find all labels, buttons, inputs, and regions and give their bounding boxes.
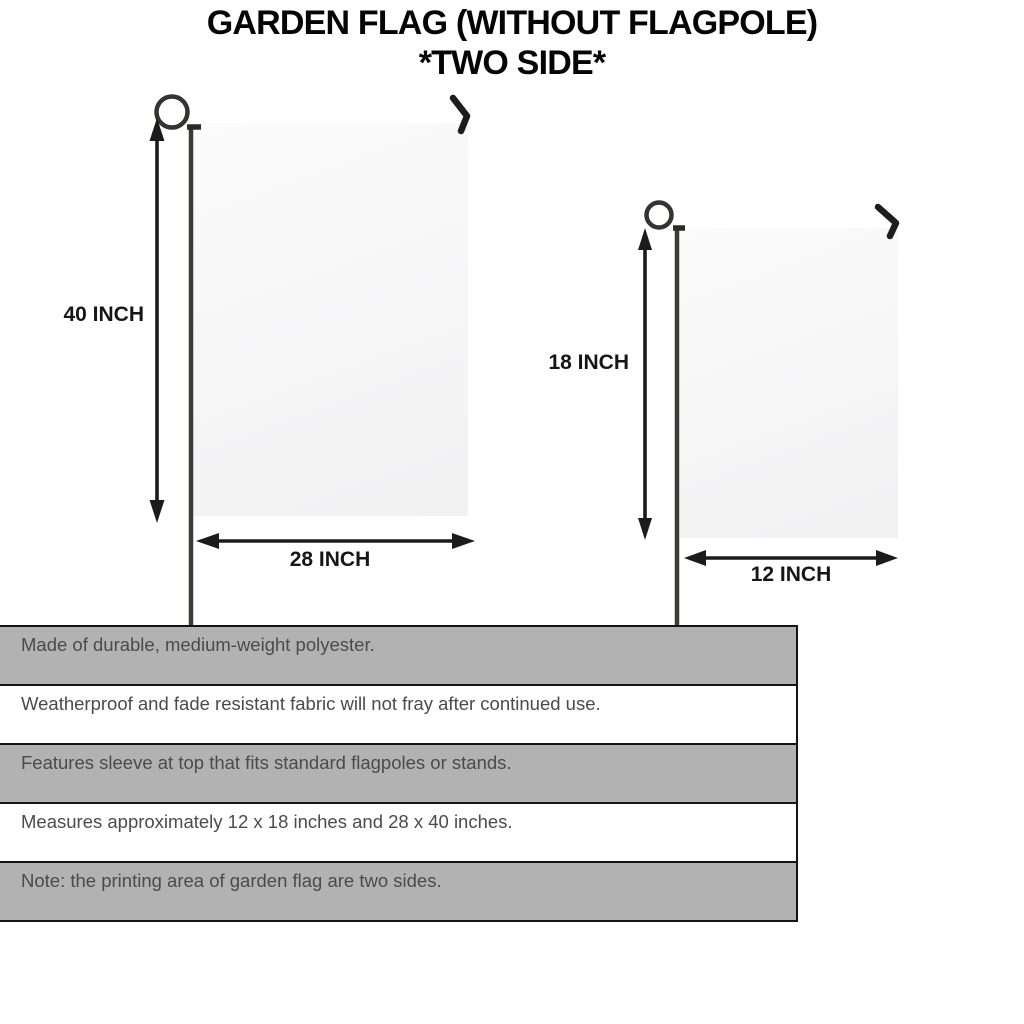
features-table: [0, 625, 798, 922]
large-width-arrow: [196, 533, 475, 549]
feature-row: Measures approximately 12 x 18 inches and 28 x 40 inches.: [0, 802, 796, 861]
large-flagpole-loop-icon: [157, 97, 188, 128]
feature-row: Features sleeve at top that fits standard flagpoles or stands.: [0, 743, 796, 802]
page-title: [0, 4, 1024, 84]
small-height-label: 18 INCH: [548, 351, 629, 374]
small-flagpole-hook-icon: [878, 207, 896, 236]
large-flagpole-hook-icon: [453, 98, 467, 131]
small-width-label: 12 INCH: [750, 563, 832, 586]
large-height-label: 40 INCH: [63, 303, 144, 326]
small-flagpole-loop-icon: [647, 203, 672, 228]
small-height-arrow: [638, 228, 652, 540]
large-width-label: 28 INCH: [289, 548, 371, 571]
feature-row: Weatherproof and fade resistant fabric will not fray after continued use.: [0, 684, 796, 743]
large-height-arrow: [150, 118, 165, 523]
title-line-2: *TWO SIDE*: [418, 43, 606, 82]
feature-row: Note: the printing area of garden flag are two sides.: [0, 861, 796, 920]
feature-row: Made of durable, medium-weight polyester.: [0, 627, 796, 684]
title-line-1: GARDEN FLAG (WITHOUT FLAGPOLE): [206, 4, 818, 42]
